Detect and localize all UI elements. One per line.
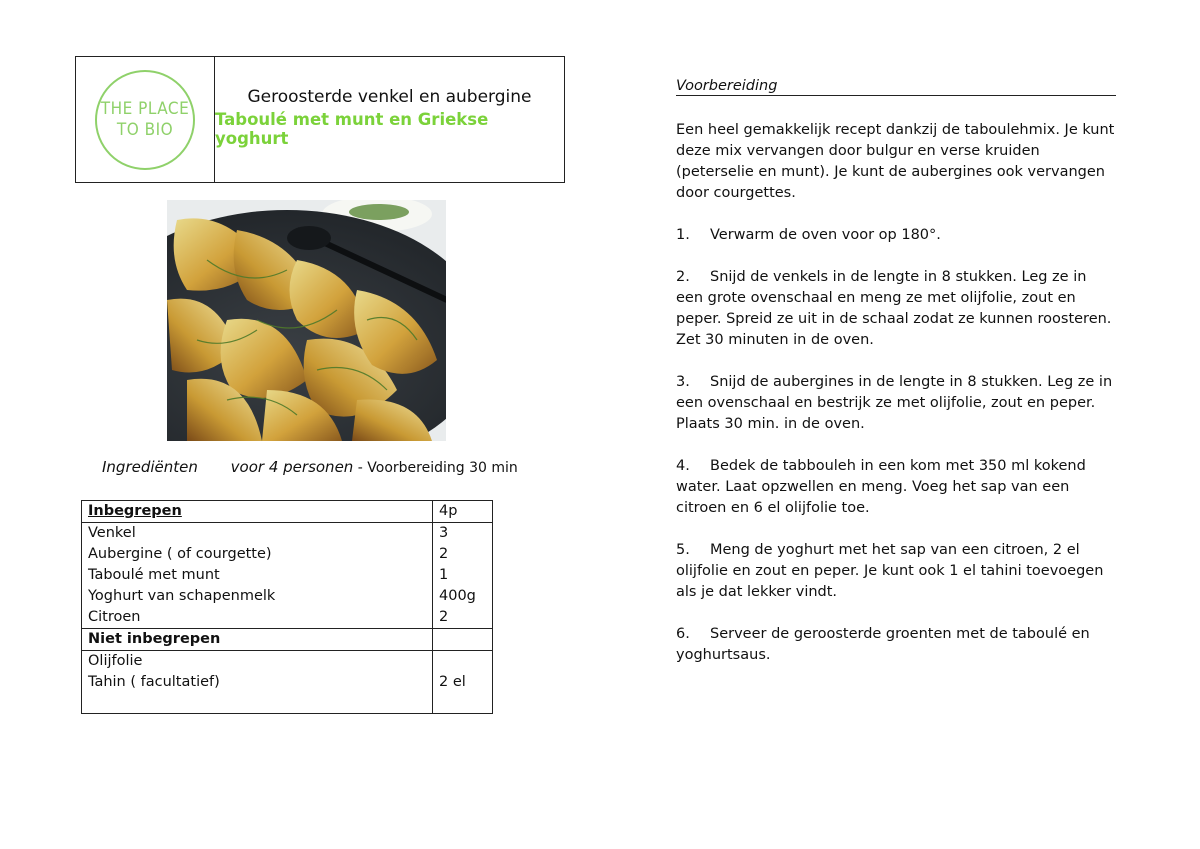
ingredient-name: Citroen — [88, 609, 141, 625]
ingredient-name: Olijfolie — [88, 653, 143, 669]
table-header-row — [82, 501, 493, 523]
brand-logo — [95, 70, 195, 170]
step-3 — [676, 372, 1116, 435]
step-text: Serveer de geroosterde groenten met de taboulé en yoghurtsaus. — [676, 626, 1090, 663]
ingredients-heading — [102, 458, 518, 476]
not-included-items-row — [82, 651, 493, 714]
step-number: 6. — [676, 626, 690, 642]
step-text: Verwarm de oven voor op 180°. — [710, 227, 941, 243]
title-cell — [215, 57, 564, 182]
ingredient-qty: 2 — [439, 609, 449, 625]
preparation-title: Voorbereiding — [676, 78, 1116, 96]
not-included-qty-cell — [433, 651, 493, 714]
servings-label: voor 4 personen — [230, 458, 354, 476]
ingredient-qty: 400g — [439, 588, 476, 604]
dish-photo — [167, 200, 446, 441]
ingredient-qty: 1 — [439, 567, 449, 583]
step-5 — [676, 540, 1116, 603]
ingredient-qty: 2 — [439, 546, 449, 562]
step-number: 1. — [676, 227, 690, 243]
not-included-names-cell — [82, 651, 433, 714]
preparation-body — [676, 120, 1116, 666]
step-number: 3. — [676, 374, 690, 390]
ingredient-name: Aubergine ( of courgette) — [88, 546, 272, 562]
ingredient-qty — [439, 651, 486, 672]
recipe-title: Geroosterde venkel en aubergine — [247, 87, 532, 107]
included-items-row — [82, 523, 493, 629]
preparation-section — [676, 78, 1116, 687]
step-number: 5. — [676, 542, 690, 558]
not-included-header: Niet inbegrepen — [82, 629, 433, 651]
logo-line-2: TO BIO — [116, 119, 174, 140]
included-qty-cell — [433, 523, 493, 629]
ingredients-table — [81, 500, 493, 714]
recipe-subtitle: Taboulé met munt en Griekse yoghurt — [215, 110, 489, 148]
step-number: 4. — [676, 458, 690, 474]
step-text: Snijd de venkels in de lengte in 8 stukken. Leg ze in een grote ovenschaal en meng ze met olijfolie, zout en peper. Spreid ze uit in de schaal zodat ze kunnen roosteren. Zet 30 minuten in de oven. — [676, 269, 1112, 348]
logo-cell — [76, 57, 215, 182]
step-number: 2. — [676, 269, 690, 285]
included-names-cell — [82, 523, 433, 629]
ingredient-qty: 2 el — [439, 674, 466, 690]
recipe-header — [75, 56, 565, 183]
preparation-intro: Een heel gemakkelijk recept dankzij de taboulehmix. Je kunt deze mix vervangen door bulgur en verse kruiden (peterselie en munt). Je kunt de aubergines ook vervangen door courgettes. — [676, 122, 1115, 201]
logo-line-1: THE PLACE — [100, 98, 190, 119]
step-text: Meng de yoghurt met het sap van een citroen, 2 el olijfolie en zout en peper. Je kunt ook 1 el tahini toevoegen als je dat lekker vindt. — [676, 542, 1104, 600]
ingredient-name: Taboulé met munt — [88, 567, 220, 583]
prep-time-label: - Voorbereiding 30 min — [353, 460, 518, 476]
ingredient-name: Venkel — [88, 525, 136, 541]
included-header: Inbegrepen — [82, 501, 433, 523]
included-qty-header: 4p — [433, 501, 493, 523]
ingredient-name: Tahin ( facultatief) — [88, 674, 220, 690]
step-text: Bedek de tabbouleh in een kom met 350 ml kokend water. Laat opzwellen en meng. Voeg het sap van een citroen en 6 el olijfolie toe. — [676, 458, 1086, 516]
step-4 — [676, 456, 1116, 519]
ingredient-qty: 3 — [439, 525, 449, 541]
step-6 — [676, 624, 1116, 666]
ingredient-name: Yoghurt van schapenmelk — [88, 588, 276, 604]
step-text: Snijd de aubergines in de lengte in 8 stukken. Leg ze in een ovenschaal en bestrijk ze met olijfolie, zout en peper. Plaats 30 min. in de oven. — [676, 374, 1113, 432]
not-included-qty-header — [433, 629, 493, 651]
step-2 — [676, 267, 1116, 351]
ingredients-label: Ingrediënten — [102, 458, 198, 476]
step-1 — [676, 225, 1116, 246]
not-included-header-row — [82, 629, 493, 651]
